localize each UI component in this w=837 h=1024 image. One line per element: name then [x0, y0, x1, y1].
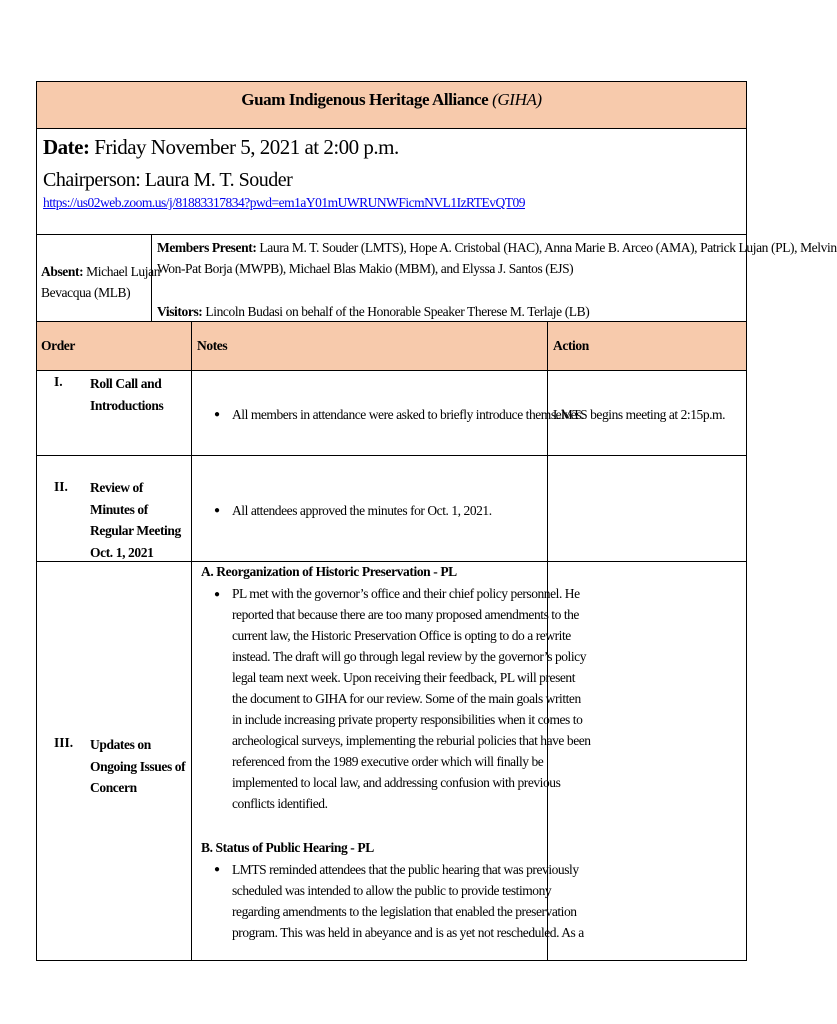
section-a-line: PL met with the governor’s office and their chief policy personnel. He	[232, 586, 580, 601]
absent-line-2: Bevacqua (MLB)	[41, 285, 131, 300]
row-1-number: I.	[54, 374, 63, 389]
section-b-line: LMTS reminded attendees that the public hearing that was previously	[232, 862, 579, 877]
document-title	[37, 90, 746, 110]
row-3-action	[547, 561, 747, 961]
bullet-icon: ●	[214, 864, 221, 875]
section-b-line: regarding amendments to the legislation that enabled the preservation	[232, 904, 577, 919]
members-line-2: Won-Pat Borja (MWPB), Michael Blas Makio (MBM), and Elyssa J. Santos (EJS)	[157, 261, 574, 276]
section-a-line: in include increasing private property responsibilities when it comes to	[232, 712, 583, 727]
meeting-info-block	[36, 128, 747, 235]
bullet-icon: ●	[214, 505, 221, 516]
row-2-notes	[191, 455, 548, 562]
absent-line-1: Michael Lujan	[83, 264, 161, 279]
column-action: Action	[553, 338, 589, 353]
section-b-text	[232, 859, 584, 943]
members-label: Members Present:	[157, 240, 257, 255]
bullet-icon: ●	[214, 409, 221, 420]
section-a-heading: A. Reorganization of Historic Preservation - PL	[201, 564, 457, 579]
visitors	[157, 301, 589, 322]
title-bar	[36, 81, 747, 129]
row-3-order	[36, 561, 192, 961]
section-a-line: referenced from the 1989 executive order which will finally be	[232, 754, 544, 769]
members-line-1: Laura M. T. Souder (LMTS), Hope A. Cristobal (HAC), Anna Marie B. Arceo (AMA), Patrick Lujan (PL), Melvin	[256, 240, 837, 255]
bullet-icon: ●	[214, 589, 221, 600]
date-label: Date:	[43, 135, 90, 159]
header-notes	[191, 321, 548, 371]
row-3-number: III.	[54, 735, 74, 750]
section-a-line: archeological surveys, implementing the reburial policies that have been	[232, 733, 591, 748]
meeting-date	[43, 134, 399, 160]
row-3-notes	[191, 561, 591, 961]
row-1-action	[547, 370, 747, 456]
date-value: Friday November 5, 2021 at 2:00 p.m.	[89, 135, 399, 159]
section-a-line: the document to GIHA for our review. Some of the main goals written	[232, 691, 581, 706]
row-1-note: All members in attendance were asked to briefly introduce themselves.	[232, 407, 585, 422]
header-order	[36, 321, 192, 371]
section-b-heading: B. Status of Public Hearing - PL	[201, 840, 374, 855]
absent-label: Absent:	[41, 264, 84, 279]
visitors-label: Visitors:	[157, 304, 203, 319]
row-1-title: Roll Call and Introductions	[90, 376, 164, 413]
row-2-title: Review of Minutes of Regular Meeting Oct. 1, 2021	[90, 480, 181, 560]
row-1-notes	[191, 370, 585, 456]
section-b-line: program. This was held in abeyance and is as yet not rescheduled. As a	[232, 925, 584, 940]
zoom-link[interactable]: https://us02web.zoom.us/j/81883317834?pwd=em1aY01mUWRUNWFicmNVL1IzRTEvQT09	[43, 195, 525, 210]
members-present	[157, 237, 837, 279]
attendance-present-cell	[151, 234, 837, 322]
title-abbrev: (GIHA)	[492, 90, 542, 109]
absent-text	[41, 261, 160, 303]
section-a-line: reported that because there are too many proposed amendments to the	[232, 607, 579, 622]
row-2-number: II.	[54, 479, 68, 494]
row-3-title: Updates on Ongoing Issues of Concern	[90, 737, 186, 795]
chairperson: Chairperson: Laura M. T. Souder	[43, 169, 293, 191]
minutes-document	[36, 81, 837, 944]
column-order: Order	[41, 338, 75, 353]
section-a-line: instead. The draft will go through legal review by the governor’s policy	[232, 649, 587, 664]
section-a-line: legal team next week. Upon receiving their feedback, PL will present	[232, 670, 576, 685]
header-action	[547, 321, 747, 371]
section-a-line: current law, the Historic Preservation Office is opting to do a rewrite	[232, 628, 571, 643]
row-2-order	[36, 455, 192, 562]
section-a-text	[232, 583, 591, 814]
title-text: Guam Indigenous Heritage Alliance	[241, 90, 489, 109]
section-a-line: conflicts identified.	[232, 796, 328, 811]
row-1-action-text: LMTS begins meeting at 2:15p.m.	[553, 407, 726, 422]
row-1-order	[36, 370, 192, 456]
section-a-line: implemented to local law, and addressing confusion with previous	[232, 775, 561, 790]
row-2-action	[547, 455, 747, 562]
column-notes: Notes	[197, 338, 228, 353]
section-b-line: scheduled was intended to allow the public to provide testimony	[232, 883, 552, 898]
visitors-value: Lincoln Budasi on behalf of the Honorable Speaker Therese M. Terlaje (LB)	[202, 304, 590, 319]
attendance-absent-cell	[36, 234, 161, 322]
row-2-note: All attendees approved the minutes for Oct. 1, 2021.	[232, 503, 492, 518]
